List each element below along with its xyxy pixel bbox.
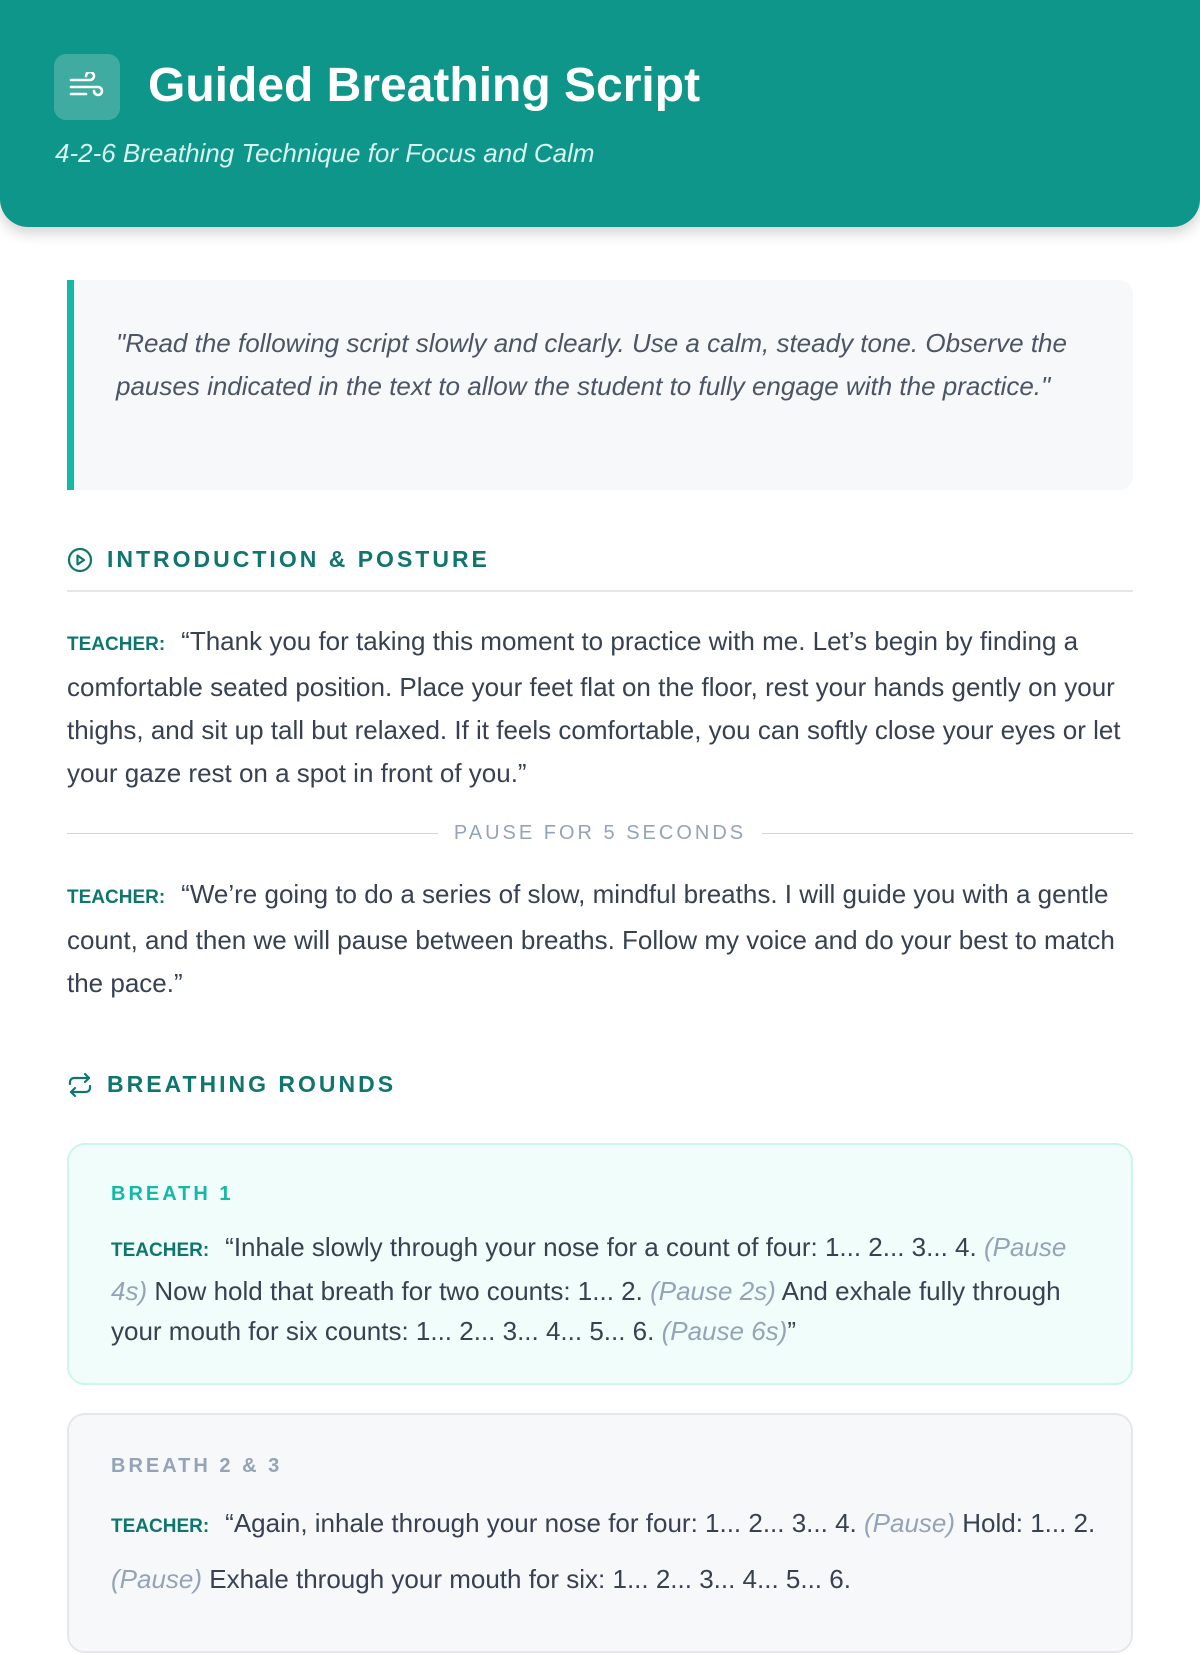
pause-cue: (Pause 4s) [111,1232,1067,1306]
play-circle-icon [67,547,93,573]
wind-icon [54,54,120,120]
breath-text: TEACHER: “Inhale slowly through your nose for a count of four: 1... 2... 3... 4. (Pause 4s) Now hold that breath for two counts: 1... 2. (Pause 2s) And exhale fully through your mouth for six counts: 1... 2... 3... 4... 5... 6. (Pause 6s)” [111,1232,1067,1346]
pause-label: PAUSE FOR 5 SECONDS [453,821,747,844]
section-heading-introduction [67,546,490,573]
section-divider [67,590,1133,592]
paragraph-text: “Thank you for taking this moment to practice with me. Let’s begin by finding a comfortable seated position. Place your feet flat on the floor, rest your hands gently on your thighs, and sit up tall but relaxed. If it feels comfortable, you can softly close your eyes or let your gaze rest on a spot in front of you.” [67,626,1121,788]
page-title: Guided Breathing Script [148,59,701,112]
pause-cue: (Pause 2s) [650,1276,776,1306]
section-title: INTRODUCTION & POSTURE [107,546,490,572]
page-subtitle: 4-2-6 Breathing Technique for Focus and Calm [55,138,595,168]
speaker-label: TEACHER: [67,634,166,655]
speaker-label: TEACHER: [67,887,166,908]
page-header [0,0,1200,227]
section-title: BREATHING ROUNDS [107,1071,397,1097]
breath-label: BREATH 1 [111,1183,234,1205]
speaker-label: TEACHER: [111,1240,210,1261]
breath-label: BREATH 2 & 3 [111,1455,283,1477]
section-heading-breathing-rounds [67,1071,396,1098]
teacher-paragraph [67,620,1137,795]
breath-text: TEACHER: “Again, inhale through your nose for four: 1... 2... 3... 4. (Pause) Hold: 1... 2. (Pause) Exhale through your mouth for six: 1... 2... 3... 4... 5... 6. [111,1508,1096,1594]
breath-card-1 [67,1143,1133,1385]
teacher-paragraph [67,873,1137,1005]
repeat-icon [67,1072,93,1098]
speaker-label: TEACHER: [111,1516,210,1537]
pause-cue: (Pause 6s) [661,1316,788,1346]
pause-cue: (Pause) [864,1508,956,1538]
instructions-note: "Read the following script slowly and clearly. Use a calm, steady tone. Observe the pauses indicated in the text to allow the student to fully engage with the practice." [67,280,1133,490]
paragraph-text: “We’re going to do a series of slow, mindful breaths. I will guide you with a gentle count, and then we will pause between breaths. Follow my voice and do your best to match the pace.” [67,879,1115,998]
pause-cue: (Pause) [111,1564,203,1594]
breath-card-2-3 [67,1413,1133,1653]
pause-divider [67,818,1133,848]
